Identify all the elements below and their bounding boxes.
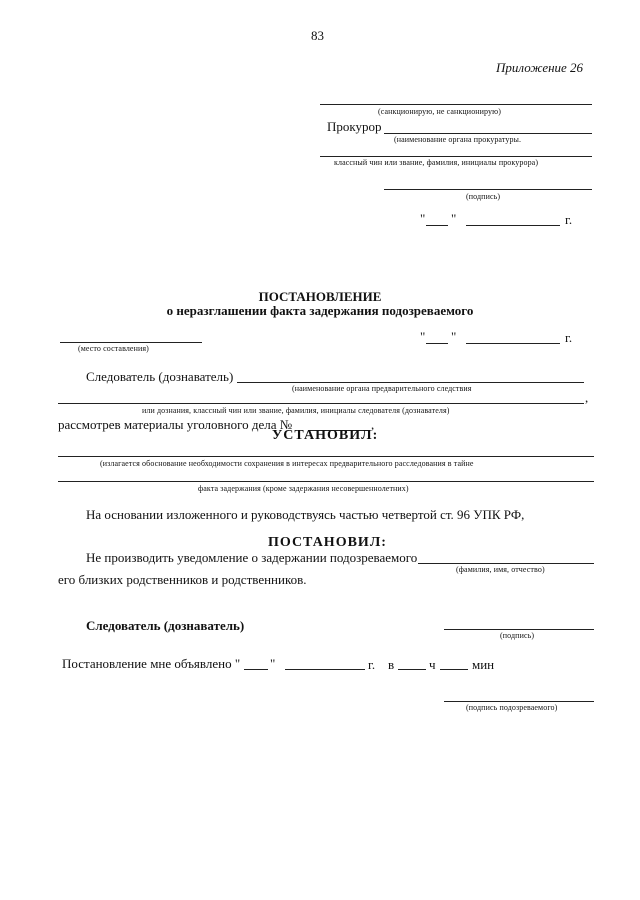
prosecutor-rank-caption: классный чин или звание, фамилия, инициалы прокурора) [334,158,539,167]
doc-date-day-line[interactable] [426,343,448,344]
suspect-signature-caption: (подпись подозреваемого) [466,703,558,712]
announce-quote-close: " [270,656,276,671]
established-line-2[interactable] [58,481,594,482]
investigator-label: Следователь (дознаватель) [86,369,234,384]
established-heading: УСТАНОВИЛ: [272,428,379,443]
resolved-text-1: Не производить уведомление о задержании подозреваемого [86,550,418,565]
doc-date-quote-close: " [451,329,457,344]
prosecutor-office-line[interactable] [384,133,592,134]
document-subtitle: о неразглашении факта задержания подозреваемого [166,303,474,318]
basis-text: На основании изложенного и руководствуясь частью четвертой ст. 96 УПК РФ, [86,507,525,522]
suspect-signature-line[interactable] [444,701,594,702]
date-quote-open: " [420,211,426,226]
announce-minutes-line[interactable] [440,669,468,670]
announce-at: в [388,657,395,672]
investigator-rank-caption: или дознания, классный чин или звание, фамилия, инициалы следователя (дознавателя) [142,406,450,415]
appendix-label: Приложение 26 [496,60,584,75]
suspect-name-line[interactable] [418,563,594,564]
announce-minutes: мин [472,657,495,672]
date-day-line[interactable] [426,225,448,226]
investigator-signature-line[interactable] [444,629,594,630]
signature-label: Следователь (дознаватель) [86,618,245,633]
suspect-name-caption: (фамилия, имя, отчество) [456,565,545,574]
signature-caption: (подпись) [466,192,501,201]
place-line[interactable] [60,342,202,343]
doc-year-suffix: г. [565,330,573,345]
doc-date-month-line[interactable] [466,343,560,344]
established-caption-2: факта задержания (кроме задержания несовершеннолетних) [198,484,409,493]
prosecutor-signature-line[interactable] [384,189,592,190]
doc-date-quote-open: " [420,329,426,344]
date-month-line[interactable] [466,225,560,226]
announcement-text: Постановление мне объявлено " [62,656,241,671]
investigator-org-line[interactable] [237,382,584,383]
established-line-1[interactable] [58,456,594,457]
line-end-comma: , [585,390,589,405]
prosecutor-label: Прокурор [327,119,382,134]
investigator-org-caption: (наименование органа предварительного следствия [292,384,472,393]
sanction-line[interactable] [320,104,592,105]
established-caption-1: (излагается обоснование необходимости сохранения в интересах предварительного расследования в тайне [100,459,474,468]
announce-year-suffix: г. [368,657,376,672]
page-number: 83 [311,28,324,43]
announce-month-line[interactable] [285,669,365,670]
prosecutor-office-caption: (наименование органа прокуратуры. [394,135,522,144]
resolved-heading: ПОСТАНОВИЛ: [268,535,387,550]
resolved-text-2: его близких родственников и родственников. [58,572,307,587]
considered-end: , [371,417,375,432]
announce-hours: ч [429,657,436,672]
prosecutor-rank-line[interactable] [320,156,592,157]
date-quote-close: " [451,211,457,226]
considered-text: рассмотрев материалы уголовного дела № [58,417,293,432]
announce-hours-line[interactable] [398,669,426,670]
document-title: ПОСТАНОВЛЕНИЕ [258,289,382,304]
investigator-rank-line[interactable] [58,403,584,404]
announce-day-line[interactable] [244,669,268,670]
investigator-signature-caption: (подпись) [500,631,535,640]
place-caption: (место составления) [78,344,149,353]
sanction-caption: (санкционирую, не санкционирую) [378,107,501,116]
year-suffix: г. [565,212,573,227]
